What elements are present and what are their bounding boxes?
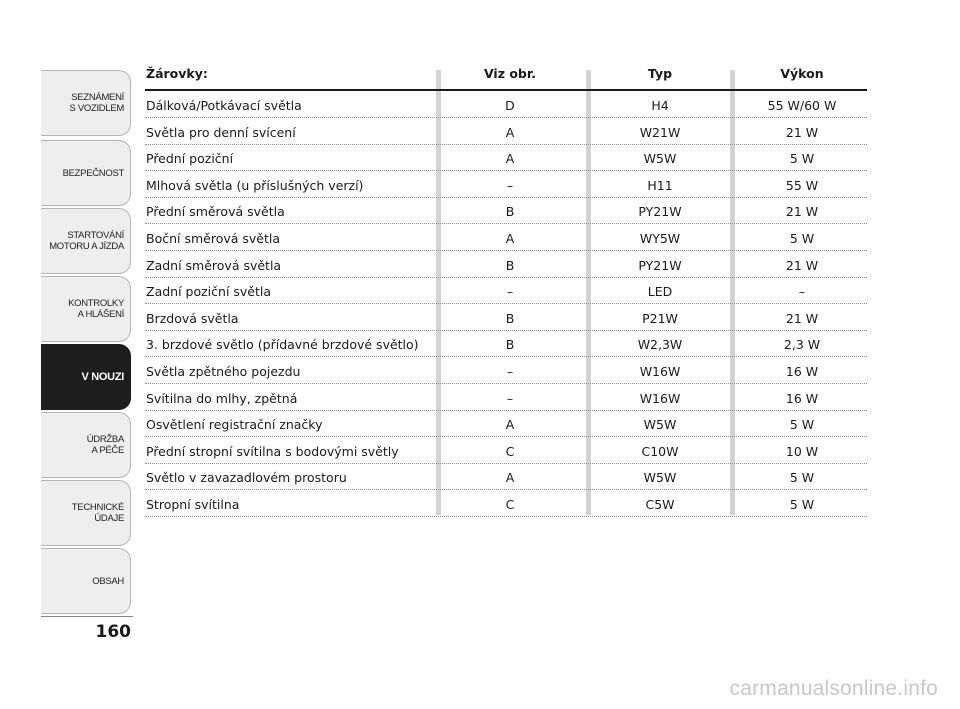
figure-ref: A xyxy=(505,124,515,140)
bulb-type: W5W xyxy=(643,470,677,486)
header-type: Typ xyxy=(647,66,673,81)
bulb-name: 3. brzdové světlo (přídavné brzdové světlo) xyxy=(146,337,419,353)
bulb-power: 55 W xyxy=(785,177,819,193)
figure-ref: B xyxy=(505,257,515,273)
bulb-type: W5W xyxy=(643,151,677,167)
bulb-power: 21 W xyxy=(785,124,819,140)
table-row xyxy=(145,252,867,278)
tab-technicke-udaje[interactable]: TECHNICKÉ ÚDAJE xyxy=(41,480,131,546)
table-row xyxy=(145,278,867,304)
bulb-type: W2,3W xyxy=(637,337,683,353)
tab-seznameni[interactable]: SEZNÁMENÍ S VOZIDLEM xyxy=(41,70,131,136)
bulb-name: Zadní směrová světla xyxy=(146,257,282,273)
bulb-name: Světlo v zavazadlovém prostoru xyxy=(146,470,347,486)
bulb-power: 10 W xyxy=(785,443,819,459)
bulb-type: C10W xyxy=(641,443,679,459)
table-row xyxy=(145,145,867,171)
table-row xyxy=(145,172,867,198)
figure-ref: A xyxy=(505,470,515,486)
bulb-name: Světla zpětného pojezdu xyxy=(146,364,301,379)
bulb-type: W5W xyxy=(643,417,677,433)
bulb-power: 5 W xyxy=(789,417,815,433)
bulb-type: H11 xyxy=(647,177,673,193)
figure-ref: – xyxy=(506,390,514,406)
table-row xyxy=(145,305,867,331)
header-figure: Viz obr. xyxy=(483,66,537,81)
header-rule xyxy=(145,89,867,91)
bulb-name: Stropní svítilna xyxy=(146,497,240,512)
page-number: 160 xyxy=(95,622,131,642)
tab-udrzba[interactable]: ÚDRŽBA A PÉČE xyxy=(41,412,131,478)
table-row xyxy=(145,331,867,357)
table-row xyxy=(145,92,867,118)
bulb-type: W16W xyxy=(639,364,681,379)
tab-kontrolky[interactable]: KONTROLKY A HLÁŠENÍ xyxy=(41,276,131,342)
figure-ref: – xyxy=(506,364,514,379)
figure-ref: B xyxy=(505,204,515,220)
bulb-name: Zadní poziční světla xyxy=(146,284,272,300)
bulb-name: Mlhová světla (u příslušných verzí) xyxy=(146,177,364,193)
sidebar-divider xyxy=(41,616,133,617)
bulb-type: P21W xyxy=(642,310,678,326)
tab-obsah[interactable]: OBSAH xyxy=(41,548,131,614)
table-row xyxy=(145,411,867,437)
bulb-name: Přední směrová světla xyxy=(146,204,285,220)
bulb-name: Přední poziční xyxy=(146,151,234,167)
figure-ref: B xyxy=(505,337,515,353)
figure-ref: C xyxy=(505,443,515,459)
watermark: carmanualsonline.info xyxy=(729,677,938,700)
bulb-name: Přední stropní svítilna s bodovými světly xyxy=(146,443,399,459)
figure-ref: B xyxy=(505,310,515,326)
bulb-power: 21 W xyxy=(785,204,819,220)
table-row xyxy=(145,119,867,145)
header-power: Výkon xyxy=(780,66,824,81)
figure-ref: D xyxy=(505,98,515,113)
bulb-name: Osvětlení registrační značky xyxy=(146,417,323,433)
bulb-type: H4 xyxy=(651,98,669,113)
table-row xyxy=(145,491,867,517)
bulb-name: Dálková/Potkávací světla xyxy=(146,98,302,113)
row-rule xyxy=(145,516,867,517)
figure-ref: A xyxy=(505,417,515,433)
bulb-power: 21 W xyxy=(785,257,819,273)
bulb-power: 55 W/60 W xyxy=(767,98,837,113)
bulb-type: W16W xyxy=(639,390,681,406)
bulb-type: PY21W xyxy=(638,257,682,273)
bulb-name: Svítilna do mlhy, zpětná xyxy=(146,390,298,406)
bulb-type: PY21W xyxy=(638,204,682,220)
figure-ref: C xyxy=(505,497,515,512)
bulb-power: 16 W xyxy=(785,364,819,379)
figure-ref: – xyxy=(506,177,514,193)
figure-ref: – xyxy=(506,284,514,300)
bulb-power: 2,3 W xyxy=(783,337,821,353)
tab-startovani[interactable]: STARTOVÁNÍ MOTORU A JÍZDA xyxy=(41,208,131,274)
header-bulbs: Žárovky: xyxy=(146,66,208,81)
tab-bezpecnost[interactable]: BEZPEČNOST xyxy=(41,140,131,206)
bulb-power: 21 W xyxy=(785,310,819,326)
table-row xyxy=(145,358,867,384)
bulb-name: Boční směrová světla xyxy=(146,231,281,246)
bulb-power: 5 W xyxy=(789,497,815,512)
bulb-power: – xyxy=(798,284,806,300)
bulb-power: 16 W xyxy=(785,390,819,406)
bulb-type: C5W xyxy=(645,497,675,512)
figure-ref: A xyxy=(505,231,515,246)
bulb-type: W21W xyxy=(639,124,681,140)
table-row xyxy=(145,225,867,251)
table-row xyxy=(145,464,867,490)
table-row xyxy=(145,198,867,224)
bulb-power: 5 W xyxy=(789,231,815,246)
bulb-power: 5 W xyxy=(789,470,815,486)
figure-ref: A xyxy=(505,151,515,167)
bulb-type: LED xyxy=(647,284,673,300)
bulb-name: Světla pro denní svícení xyxy=(146,124,296,140)
bulb-power: 5 W xyxy=(789,151,815,167)
bulb-type: WY5W xyxy=(639,231,681,246)
table-row xyxy=(145,438,867,464)
tab-v-nouzi[interactable]: V NOUZI xyxy=(41,344,131,410)
bulb-name: Brzdová světla xyxy=(146,310,239,326)
table-row xyxy=(145,385,867,411)
